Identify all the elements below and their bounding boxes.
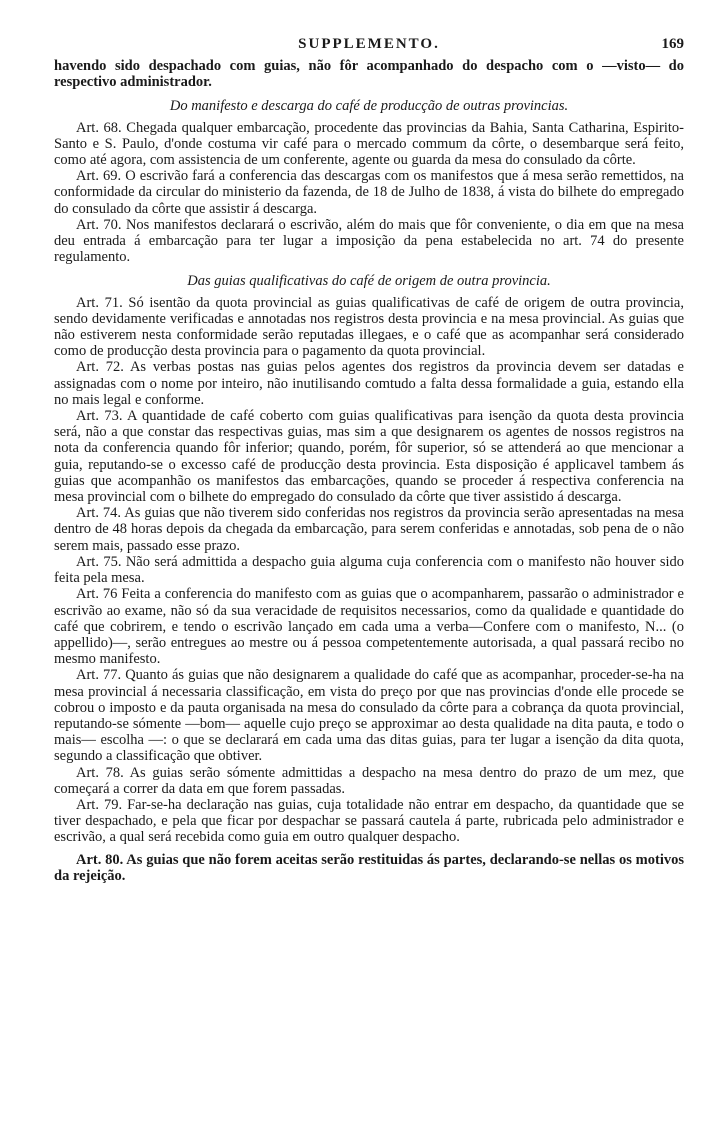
article-79: Art. 79. Far-se-ha declaração nas guias, cuja totalidade não entrar em despacho, da quantidade que se tiver despachado, e pela que ficar por despachar se passará cautela á parte, rubricada pelo administrador e escrivão, a qual será recebida como guia em outro qualquer despacho. [54, 796, 684, 846]
article-69: Art. 69. O escrivão fará a conferencia das descargas com os manifestos que á mesa serão remettidos, na conformidade da circular do ministerio da fazenda, de 18 de Julho de 1838, á vista do bilhete do empregado do consulado da côrte que assistir á descarga. [54, 168, 684, 217]
article-70: Art. 70. Nos manifestos declarará o escrivão, além do mais que fôr conveniente, o dia em que na mesa deu entrada á embarcação para ter lugar a imposição da pena estabelecida no art. 74 do presente regulamento. [54, 216, 684, 266]
article-80: Art. 80. As guias que não forem aceitas serão restituidas ás partes, declarando-se nellas os motivos da rejeição. [54, 851, 684, 884]
section-heading-guias: Das guias qualificativas do café de origem de outra provincia. [187, 273, 551, 290]
section-heading-manifesto: Do manifesto e descarga do café de producção de outras provincias. [169, 98, 569, 115]
article-72: Art. 72. As verbas postas nas guias pelos agentes dos registros da provincia devem ser datadas e assignadas com o nome por inteiro, não inutilisando comtudo a falta dessa formalidade a guia, estando ella no mais legal e conforme. [54, 359, 684, 408]
article-71: Art. 71. Só isentão da quota provincial as guias qualificativas de café de origem de outra provincia, sendo devidamente verificadas e annotadas nos registros desta provincia e na mesa provincial. As guias que não estiverem nesta conformidade serão reputadas illegaes, e o café que as acompanhar será considerado como de producção desta provincia para o pagamento da quota provincial. [54, 294, 684, 360]
article-76: Art. 76 Feita a conferencia do manifesto com as guias que o acompanharem, passarão o administrador e escrivão ao exame, não só da sua veracidade de requisitos necessarios, como da qualidade e quantidade do café que cobrirem, e tendo o escrivão lançado em cada uma a verba—Confere com o manifesto, N... (o appellido)—, serão entregues ao mestre ou á pessoa competentemente autorisada, a qual passará recibo no mesmo manifesto. [54, 586, 684, 668]
document-page [54, 36, 684, 884]
continued-paragraph: havendo sido despachado com guias, não fôr acompanhado do despacho com o —visto— do respectivo administrador. [54, 58, 684, 91]
article-68: Art. 68. Chegada qualquer embarcação, procedente das provincias da Bahia, Santa Catharina, Espirito-Santo e S. Paulo, d'onde costuma vir café para o mercado commum da côrte, o desembarque será feito, como até agora, com assistencia de um conferente, agente ou guarda da mesa do consulado da côrte. [54, 119, 684, 169]
article-77: Art. 77. Quanto ás guias que não designarem a qualidade do café que as acompanhar, proceder-se-ha na mesa provincial á necessaria classificação, em vista do preço por que nas provincias d'onde elle procede se cobrou o imposto e da pauta organisada na mesa do consulado da côrte para a cobrança da quota provincial, reputando-se sómente —bom— aquelle cujo preço se approximar ao desta qualidade na dita pauta, e todo o mais— escolha —: o que se declarará em cada uma das ditas guias, para ter lugar a isenção da dita quota, segundo a classificação que obtiver. [54, 667, 684, 765]
article-75: Art. 75. Não será admittida a despacho guia alguma cuja conferencia com o manifesto não houver sido feita pela mesa. [54, 553, 684, 587]
running-title: SUPPLEMENTO. [298, 36, 440, 52]
article-78: Art. 78. As guias serão sómente admittidas a despacho na mesa dentro do prazo de um mez, que começará a correr da data em que forem passadas. [54, 764, 684, 797]
page-header [54, 36, 684, 58]
article-73: Art. 73. A quantidade de café coberto com guias qualificativas para isenção da quota desta provincia será, não a que constar das respectivas guias, mas sim a que designarem os agentes de nossos registros na nota da conferencia quando fôr inferior; quando, porém, fôr superior, só se attenderá ao que mencionar a guia, reputando-se o excesso café de producção desta provincia. Esta disposição é applicavel tambem ás guias que acompanhão os manifestos das embarcações, quando se proceder á respectiva conferencia na mesa provincial com o bilhete do empregado do consulado da côrte que tiver assistido á descarga. [54, 408, 684, 506]
page-number: 169 [661, 36, 684, 52]
article-74: Art. 74. As guias que não tiverem sido conferidas nos registros da provincia serão apresentadas na mesa dentro de 48 horas depois da chegada da embarcação, para serem conferidas e annotadas, sob pena de o não serem mais, passado esse prazo. [54, 505, 684, 554]
